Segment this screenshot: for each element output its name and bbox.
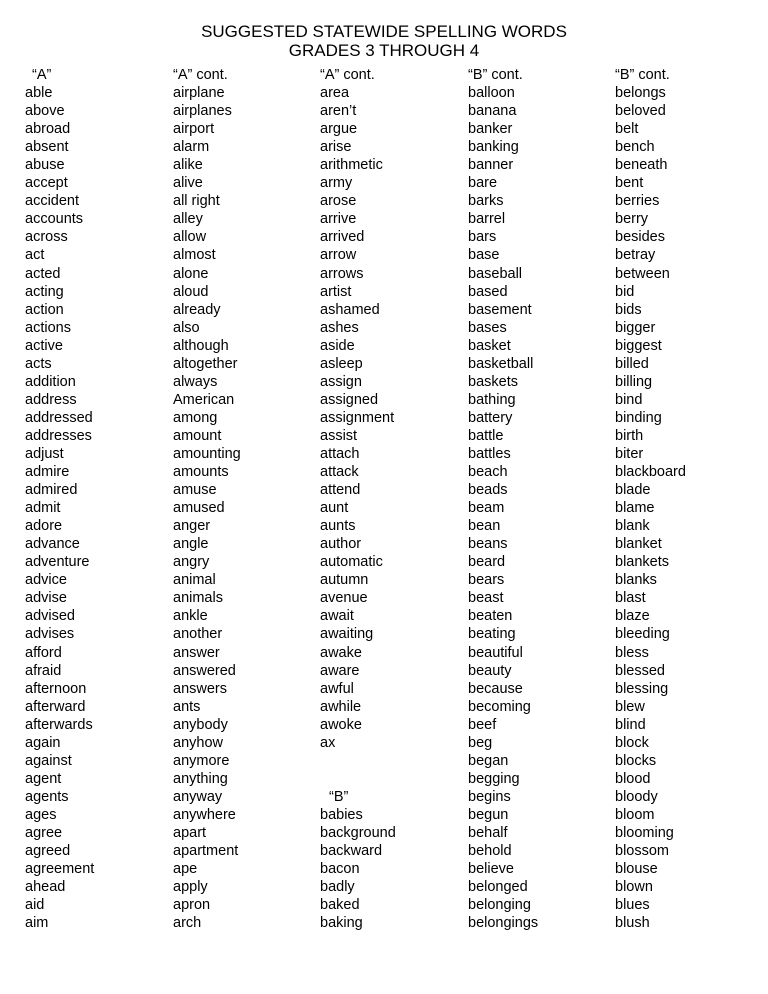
word-item: blues — [615, 897, 650, 914]
word-item: beaten — [468, 608, 513, 625]
word-item: basement — [468, 301, 532, 318]
word-item: awake — [320, 644, 362, 661]
word-item: banana — [468, 103, 517, 120]
word-item: amount — [173, 427, 222, 444]
title-line-2: GRADES 3 THROUGH 4 — [288, 41, 480, 60]
word-item: barrel — [468, 211, 506, 228]
word-item: advise — [25, 590, 67, 607]
word-item: agreed — [25, 843, 71, 860]
word-item: banner — [468, 157, 514, 174]
word-item: arrow — [320, 247, 357, 264]
word-item: ahead — [25, 879, 66, 896]
word-item: awoke — [320, 716, 362, 733]
word-item: blanks — [615, 572, 657, 589]
word-item: alike — [173, 157, 203, 174]
word-item: bloody — [615, 788, 658, 805]
word-item: addressed — [25, 409, 93, 426]
word-item: afternoon — [25, 680, 87, 697]
word-item: ages — [25, 806, 57, 823]
word-item: blank — [615, 518, 650, 535]
word-item: arose — [320, 193, 357, 210]
word-item: alarm — [173, 139, 210, 156]
word-item: again — [25, 734, 61, 751]
word-item: anywhere — [173, 806, 236, 823]
word-item: actions — [25, 319, 71, 336]
word-item: behold — [468, 843, 512, 860]
word-item: apron — [173, 897, 211, 914]
word-item: bacon — [320, 861, 360, 878]
word-item: agree — [25, 824, 63, 841]
word-item: animals — [173, 590, 223, 607]
word-item: beneath — [615, 157, 668, 174]
word-item: anyhow — [173, 734, 223, 751]
column-header: “B” cont. — [615, 67, 670, 83]
word-item: aloud — [173, 283, 209, 300]
word-item: bless — [615, 644, 649, 661]
word-item: attend — [320, 482, 361, 499]
word-item: assign — [320, 373, 362, 390]
word-item: beast — [468, 590, 504, 607]
word-item: anymore — [173, 752, 230, 769]
word-item: ape — [173, 861, 198, 878]
word-item: battery — [468, 409, 513, 426]
word-item: accounts — [25, 211, 84, 228]
word-item: amounts — [173, 464, 229, 481]
word-item: bigger — [615, 319, 656, 336]
word-item: apart — [173, 824, 207, 841]
word-item: acting — [25, 283, 64, 300]
word-item: autumn — [320, 572, 369, 589]
word-item: anybody — [173, 716, 228, 733]
word-item: agreement — [25, 861, 95, 878]
word-item: acted — [25, 265, 61, 282]
word-item: blood — [615, 770, 651, 787]
word-item: between — [615, 265, 670, 282]
word-item: because — [468, 680, 523, 697]
word-item: admire — [25, 464, 70, 481]
word-item: ax — [320, 734, 336, 751]
word-item: beloved — [615, 103, 666, 120]
word-item: angle — [173, 536, 209, 553]
word-item: assignment — [320, 409, 395, 426]
word-item: aside — [320, 337, 355, 354]
word-item: assist — [320, 427, 358, 444]
word-item: airport — [173, 121, 215, 138]
word-item: billed — [615, 355, 649, 372]
word-item: blankets — [615, 554, 670, 571]
word-column-3 — [320, 66, 396, 932]
word-item: began — [468, 752, 509, 769]
column-header: “B” cont. — [468, 67, 523, 83]
word-item: basketball — [468, 355, 534, 372]
word-item: alone — [173, 265, 209, 282]
word-item: animal — [173, 572, 216, 589]
word-item: asleep — [320, 355, 363, 372]
word-item: becoming — [468, 698, 531, 715]
word-item: ants — [173, 698, 201, 715]
column-header: “A” cont. — [320, 67, 375, 83]
word-item: beautiful — [468, 644, 523, 661]
word-item: anger — [173, 518, 211, 535]
word-item: betray — [615, 247, 656, 264]
word-item: aunt — [320, 500, 349, 517]
word-item: await — [320, 608, 354, 625]
word-item: army — [320, 175, 353, 192]
word-item: babies — [320, 806, 363, 823]
word-item: blame — [615, 500, 655, 517]
word-item: amused — [173, 500, 225, 517]
word-item: bloom — [615, 806, 655, 823]
word-item: abroad — [25, 121, 71, 138]
word-item: allow — [173, 229, 207, 246]
word-item: biter — [615, 445, 644, 462]
word-item: bathing — [468, 391, 516, 408]
word-item: battle — [468, 427, 504, 444]
word-item: baskets — [468, 373, 518, 390]
word-item: area — [320, 85, 350, 102]
word-item: banker — [468, 121, 513, 138]
word-item: almost — [173, 247, 216, 264]
word-item: base — [468, 247, 500, 264]
word-item: block — [615, 734, 649, 751]
word-item: American — [173, 391, 235, 408]
word-item: blaze — [615, 608, 650, 625]
word-item: begins — [468, 788, 511, 805]
word-item: besides — [615, 229, 665, 246]
word-item: advice — [25, 572, 67, 589]
word-item: ashamed — [320, 301, 380, 318]
word-item: automatic — [320, 554, 383, 571]
section-header: “B” — [329, 788, 349, 805]
column-header: “A” cont. — [173, 67, 228, 83]
word-item: blessed — [615, 662, 665, 679]
word-item: action — [25, 301, 64, 318]
word-item: amounting — [173, 445, 241, 462]
word-item: baked — [320, 897, 360, 914]
word-item: beg — [468, 734, 493, 751]
word-item: believe — [468, 861, 514, 878]
word-item: belonged — [468, 879, 528, 896]
word-item: arise — [320, 139, 352, 156]
word-item: aid — [25, 897, 45, 914]
word-item: bid — [615, 283, 635, 300]
section-spacer — [320, 752, 396, 788]
word-item: apartment — [173, 843, 239, 860]
word-item: ashes — [320, 319, 359, 336]
word-item: barks — [468, 193, 504, 210]
word-item: avenue — [320, 590, 368, 607]
word-item: among — [173, 409, 218, 426]
word-item: across — [25, 229, 68, 246]
word-item: blossom — [615, 843, 669, 860]
word-item: answers — [173, 680, 227, 697]
word-item: aim — [25, 915, 49, 932]
column-header: “A” — [32, 67, 52, 83]
word-item: arch — [173, 915, 202, 932]
word-item: absent — [25, 139, 69, 156]
word-item: biggest — [615, 337, 662, 354]
word-item: above — [25, 103, 65, 120]
word-column-5 — [615, 66, 686, 932]
word-item: address — [25, 391, 77, 408]
word-column-4 — [468, 66, 538, 932]
word-item: although — [173, 337, 229, 354]
word-item: banking — [468, 139, 519, 156]
word-item: beating — [468, 626, 516, 643]
word-item: anyway — [173, 788, 223, 805]
word-item: birth — [615, 427, 644, 444]
word-item: bids — [615, 301, 642, 318]
word-item: awhile — [320, 698, 362, 715]
word-item: attack — [320, 464, 359, 481]
word-item: answered — [173, 662, 236, 679]
word-item: ankle — [173, 608, 208, 625]
word-item: battles — [468, 445, 511, 462]
word-item: bench — [615, 139, 655, 156]
word-item: answer — [173, 644, 220, 661]
word-item: amuse — [173, 482, 217, 499]
word-item: always — [173, 373, 218, 390]
word-item: backward — [320, 843, 383, 860]
word-item: advised — [25, 608, 75, 625]
word-item: able — [25, 85, 53, 102]
word-item: all right — [173, 193, 220, 210]
word-item: baseball — [468, 265, 523, 282]
word-item: blast — [615, 590, 646, 607]
word-item: also — [173, 319, 200, 336]
word-item: background — [320, 824, 396, 841]
page-title — [0, 22, 768, 60]
word-item: bears — [468, 572, 505, 589]
word-item: bars — [468, 229, 497, 246]
word-item: bean — [468, 518, 501, 535]
word-item: begun — [468, 806, 509, 823]
word-item: afford — [25, 644, 62, 661]
word-item: blackboard — [615, 464, 686, 481]
word-item: author — [320, 536, 362, 553]
word-item: aren’t — [320, 103, 357, 120]
word-item: arrows — [320, 265, 364, 282]
word-item: arrived — [320, 229, 365, 246]
word-column-1 — [25, 66, 94, 932]
word-item: beans — [468, 536, 508, 553]
word-item: active — [25, 337, 63, 354]
word-item: belt — [615, 121, 639, 138]
word-item: blouse — [615, 861, 658, 878]
word-item: alley — [173, 211, 203, 228]
word-item: basket — [468, 337, 511, 354]
word-item: berries — [615, 193, 660, 210]
word-item: blew — [615, 698, 645, 715]
word-item: arrive — [320, 211, 357, 228]
word-item: airplanes — [173, 103, 232, 120]
word-item: based — [468, 283, 508, 300]
word-item: awful — [320, 680, 354, 697]
word-item: blocks — [615, 752, 657, 769]
word-item: awaiting — [320, 626, 374, 643]
word-item: arithmetic — [320, 157, 383, 174]
word-item: beach — [468, 464, 508, 481]
word-item: blind — [615, 716, 646, 733]
word-item: balloon — [468, 85, 515, 102]
word-item: bases — [468, 319, 507, 336]
word-item: attach — [320, 445, 360, 462]
word-item: admit — [25, 500, 61, 517]
word-item: airplane — [173, 85, 225, 102]
word-item: artist — [320, 283, 352, 300]
word-item: addition — [25, 373, 76, 390]
word-item: another — [173, 626, 223, 643]
word-item: agent — [25, 770, 62, 787]
word-item: already — [173, 301, 221, 318]
word-item: anything — [173, 770, 228, 787]
word-item: belongings — [468, 915, 539, 932]
word-item: begging — [468, 770, 520, 787]
word-item: binding — [615, 409, 662, 426]
word-item: accident — [25, 193, 80, 210]
word-item: against — [25, 752, 72, 769]
word-item: act — [25, 247, 45, 264]
word-item: advance — [25, 536, 80, 553]
word-item: assigned — [320, 391, 379, 408]
word-item: belongs — [615, 85, 666, 102]
word-item: beam — [468, 500, 505, 517]
word-item: altogether — [173, 355, 238, 372]
word-item: afterwards — [25, 716, 93, 733]
word-item: bent — [615, 175, 644, 192]
word-item: angry — [173, 554, 210, 571]
word-item: blush — [615, 915, 650, 932]
word-item: aunts — [320, 518, 356, 535]
word-item: belonging — [468, 897, 531, 914]
word-item: addresses — [25, 427, 92, 444]
word-item: adventure — [25, 554, 90, 571]
word-item: beard — [468, 554, 506, 571]
word-item: admired — [25, 482, 78, 499]
word-item: apply — [173, 879, 208, 896]
word-item: beef — [468, 716, 497, 733]
word-item: blooming — [615, 824, 674, 841]
word-item: adore — [25, 518, 63, 535]
word-item: bleeding — [615, 626, 670, 643]
word-item: advises — [25, 626, 75, 643]
word-item: alive — [173, 175, 203, 192]
word-item: bare — [468, 175, 498, 192]
word-item: baking — [320, 915, 363, 932]
word-item: bind — [615, 391, 643, 408]
word-item: beads — [468, 482, 508, 499]
word-item: beauty — [468, 662, 512, 679]
title-line-1: SUGGESTED STATEWIDE SPELLING WORDS — [201, 22, 567, 41]
word-item: blanket — [615, 536, 662, 553]
word-item: accept — [25, 175, 68, 192]
word-item: blade — [615, 482, 651, 499]
word-item: argue — [320, 121, 358, 138]
word-item: afraid — [25, 662, 62, 679]
word-item: acts — [25, 355, 52, 372]
word-item: agents — [25, 788, 69, 805]
word-item: badly — [320, 879, 355, 896]
word-item: aware — [320, 662, 360, 679]
word-item: blessing — [615, 680, 669, 697]
word-item: adjust — [25, 445, 64, 462]
word-item: berry — [615, 211, 649, 228]
word-column-2 — [173, 66, 241, 932]
word-item: billing — [615, 373, 653, 390]
word-item: afterward — [25, 698, 86, 715]
word-item: behalf — [468, 824, 508, 841]
word-item: blown — [615, 879, 653, 896]
word-item: abuse — [25, 157, 65, 174]
